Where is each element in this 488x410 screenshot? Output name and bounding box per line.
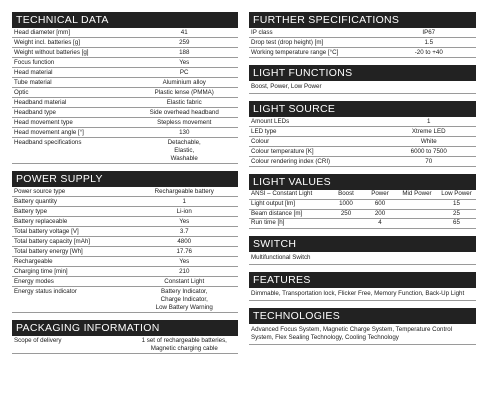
spec-label: Amount LEDs xyxy=(251,117,290,125)
section-title: SWITCH xyxy=(249,236,476,252)
spec-value: Stepless movement xyxy=(157,118,212,126)
spec-value: Plastic lense (PMMA) xyxy=(154,88,214,96)
technologies-text: Advanced Focus System, Magnetic Charge System, Temperature Control System, Flex Sealing Technology, Cooling Technology xyxy=(249,324,476,345)
value-cell: 4 xyxy=(378,219,382,227)
value-cell: 1000 xyxy=(339,199,353,207)
spec-label: Rechargeable xyxy=(14,257,53,265)
spec-value: 188 xyxy=(179,48,190,56)
spec-row xyxy=(12,197,238,207)
spec-label: Working temperature range [°C] xyxy=(251,48,339,56)
spec-row xyxy=(12,217,238,227)
spec-row xyxy=(249,28,476,38)
power-supply-rows xyxy=(12,187,238,313)
further-specifications-rows xyxy=(249,28,476,58)
spec-value: 6000 to 7500 xyxy=(410,147,447,155)
value-cell: 250 xyxy=(340,209,352,217)
spec-value: Elastic fabric xyxy=(166,98,202,106)
light-values-row xyxy=(249,210,476,220)
spec-row xyxy=(249,127,476,137)
spec-value: 259 xyxy=(179,38,190,46)
section-title: TECHNOLOGIES xyxy=(249,308,476,324)
section-title: PACKAGING INFORMATION xyxy=(12,320,238,336)
switch-section xyxy=(249,236,476,265)
spec-row xyxy=(12,28,238,38)
value-cell xyxy=(329,219,363,228)
spec-label: Head movement angle [°] xyxy=(14,128,84,136)
spec-value: 17.76 xyxy=(176,247,192,255)
features-text: Dimmable, Transportation lock, Flicker Free, Memory Function, Back-Up Light xyxy=(249,288,476,301)
section-title: LIGHT VALUES xyxy=(249,174,476,190)
spec-label: Power source type xyxy=(14,187,66,195)
section-title: TECHNICAL DATA xyxy=(12,12,238,28)
spec-label: Energy modes xyxy=(14,277,54,285)
value-label: Light output [lm] xyxy=(251,199,296,207)
spec-label: IP class xyxy=(251,28,273,36)
technical-data-rows xyxy=(12,28,238,164)
spec-value: 70 xyxy=(425,157,433,165)
spec-row xyxy=(12,108,238,118)
spec-row xyxy=(12,237,238,247)
value-cell: 15 xyxy=(453,199,460,207)
spec-row xyxy=(12,98,238,108)
spec-label: Colour temperature [K] xyxy=(251,147,314,155)
technical-data-section xyxy=(12,12,238,164)
spec-row xyxy=(12,247,238,257)
spec-label: Battery quantity xyxy=(14,197,57,205)
spec-value: 41 xyxy=(180,28,188,36)
value-cell xyxy=(397,200,437,209)
spec-row xyxy=(12,138,238,164)
spec-row xyxy=(249,137,476,147)
spec-label: Tube material xyxy=(14,78,52,86)
spec-label: Total battery capacity [mAh] xyxy=(14,237,91,245)
spec-value: 3.7 xyxy=(179,227,189,235)
spec-value: Detachable, Elastic, Washable xyxy=(167,138,201,162)
spec-label: Headband type xyxy=(14,108,56,116)
right-column xyxy=(249,12,476,352)
value-label: Beam distance [m] xyxy=(251,209,303,217)
value-label: ANSI – Constant Light xyxy=(251,190,313,197)
spec-label: Energy status indicator xyxy=(14,287,77,295)
features-section xyxy=(249,272,476,301)
spec-label: Head movement type xyxy=(14,118,73,126)
spec-value: 1 xyxy=(427,117,431,125)
section-title: LIGHT SOURCE xyxy=(249,101,476,117)
spec-label: Optic xyxy=(14,88,29,96)
spec-value: Yes xyxy=(179,257,190,265)
value-cell: Low Power xyxy=(441,190,472,197)
spec-value: Side overhead headband xyxy=(149,108,219,116)
spec-label: Focus function xyxy=(14,58,55,66)
value-cell: Power xyxy=(371,190,389,197)
light-values-row xyxy=(249,219,476,229)
spec-row xyxy=(12,68,238,78)
light-source-section xyxy=(249,101,476,167)
spec-row xyxy=(249,117,476,127)
section-title: FEATURES xyxy=(249,272,476,288)
spec-row xyxy=(249,157,476,167)
value-label: Run time [h] xyxy=(251,219,285,227)
spec-value: 1.5 xyxy=(424,38,434,46)
packaging-information-section xyxy=(12,320,238,354)
switch-text: Multifunctional Switch xyxy=(249,252,476,265)
spec-row xyxy=(249,38,476,48)
spec-row xyxy=(12,187,238,197)
spec-row xyxy=(12,118,238,128)
spec-label: Weight without batteries [g] xyxy=(14,48,89,56)
spec-label: Charging time [min] xyxy=(14,267,68,275)
spec-value: Yes xyxy=(179,217,190,225)
light-functions-text: Boost, Power, Low Power xyxy=(249,81,476,94)
spec-label: Battery type xyxy=(14,207,48,215)
spec-label: Total battery energy [Wh] xyxy=(14,247,83,255)
packaging-rows xyxy=(12,336,238,354)
spec-row xyxy=(12,267,238,277)
spec-value: Yes xyxy=(179,58,190,66)
light-values-header-row xyxy=(249,190,476,200)
spec-value: 4800 xyxy=(177,237,192,245)
left-column xyxy=(12,12,238,361)
value-cell: 600 xyxy=(374,199,386,207)
spec-label: Head diameter [mm] xyxy=(14,28,71,36)
spec-label: Weight incl. batteries [g] xyxy=(14,38,80,46)
spec-value: Li-ion xyxy=(176,207,192,215)
spec-label: Colour rendering index (CRI) xyxy=(251,157,331,165)
light-source-rows xyxy=(249,117,476,167)
spec-row xyxy=(12,128,238,138)
value-cell xyxy=(397,219,437,228)
spec-value: Battery Indicator, Charge Indicator, Low Battery Warning xyxy=(155,287,213,311)
spec-row xyxy=(249,147,476,157)
spec-value: Aluminium alloy xyxy=(162,78,206,86)
spec-value: IP67 xyxy=(422,28,436,36)
spec-value: White xyxy=(420,137,437,145)
light-values-row xyxy=(249,200,476,210)
spec-row xyxy=(12,277,238,287)
value-cell xyxy=(397,210,437,219)
spec-label: Head material xyxy=(14,68,53,76)
spec-value: Xtreme LED xyxy=(411,127,446,135)
spec-value: 210 xyxy=(179,267,190,275)
light-values-table xyxy=(249,190,476,229)
spec-label: Headband material xyxy=(14,98,67,106)
section-title: LIGHT FUNCTIONS xyxy=(249,65,476,81)
spec-label: LED type xyxy=(251,127,277,135)
spec-label: Battery replaceable xyxy=(14,217,68,225)
spec-row xyxy=(12,287,238,313)
spec-value: Constant Light xyxy=(164,277,205,285)
power-supply-section xyxy=(12,171,238,313)
light-values-section xyxy=(249,174,476,229)
value-cell: 25 xyxy=(453,209,460,217)
spec-value: Rechargeable battery xyxy=(154,187,214,195)
spec-row xyxy=(12,38,238,48)
spec-row xyxy=(12,88,238,98)
further-specifications-section xyxy=(249,12,476,58)
light-functions-section xyxy=(249,65,476,94)
section-title: FURTHER SPECIFICATIONS xyxy=(249,12,476,28)
spec-label: Colour xyxy=(251,137,270,145)
spec-row xyxy=(12,78,238,88)
spec-row xyxy=(12,58,238,68)
spec-label: Total battery voltage [V] xyxy=(14,227,79,235)
spec-label: Drop test (drop height) [m] xyxy=(251,38,324,46)
spec-row xyxy=(12,227,238,237)
spec-row xyxy=(249,48,476,58)
section-title: POWER SUPPLY xyxy=(12,171,238,187)
spec-row xyxy=(12,257,238,267)
spec-row xyxy=(12,336,238,354)
spec-value: PC xyxy=(179,68,189,76)
spec-label: Headband specifications xyxy=(14,138,82,146)
technologies-section xyxy=(249,308,476,345)
spec-value: 1 xyxy=(182,197,186,205)
value-cell: Mid Power xyxy=(402,190,432,197)
spec-value: 1 set of rechargeable batteries, Magnetic charging cable xyxy=(141,336,227,352)
value-cell: 200 xyxy=(374,209,386,217)
spec-row xyxy=(12,48,238,58)
spec-value: 130 xyxy=(179,128,190,136)
value-cell: Boost xyxy=(338,190,354,197)
spec-label: Scope of delivery xyxy=(14,336,62,344)
spec-row xyxy=(12,207,238,217)
spec-value: -20 to +40 xyxy=(414,48,443,56)
value-cell: 65 xyxy=(453,219,460,227)
